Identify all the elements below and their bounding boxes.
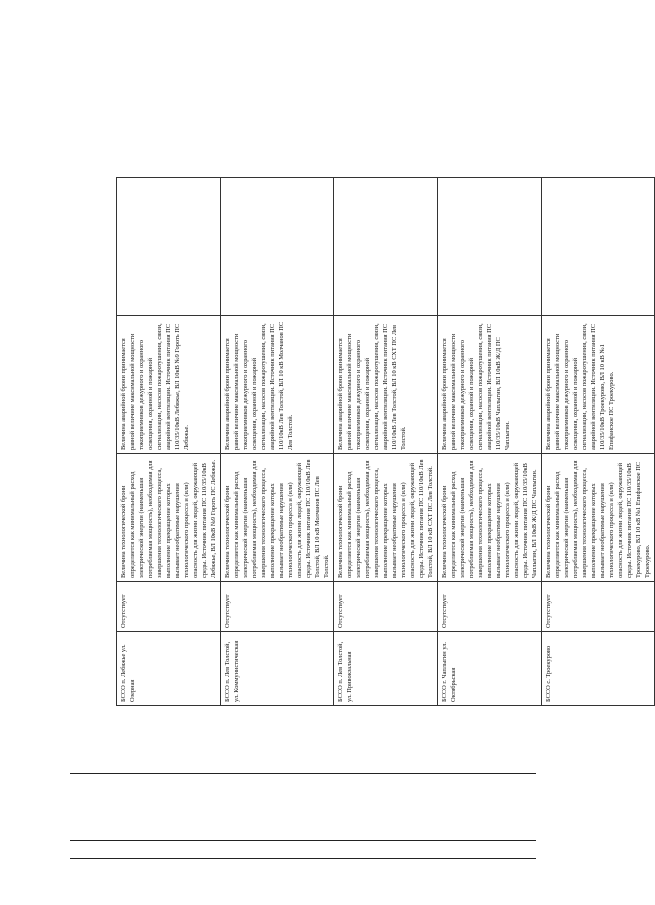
status-cell: Отсутствует [334,582,438,632]
divider-line [70,858,536,859]
status-cell: Отсутствует [221,582,334,632]
extra-cell [221,178,334,316]
emergency-reserve-cell: Величина аварийной брони принимается равной величине максимальной мощности токоприемников дежурного и охранного освещения, охранной и пожарной сигнализации, насосов пожаротушения, связи, аварийной вентиляции. Источник питания ПС 110/10кВ Лев Толстой, ВЛ 10 кВ СХТ ПС Лев Толстой. [334,316,438,454]
object-cell: БССО п. Лев Толстой, ул. Коммунистическая [221,632,334,706]
reserve-table [116,177,655,706]
emergency-reserve-cell: Величина аварийной брони принимается равной величине максимальной мощности токоприемников дежурного и охранного освещения, охранной и пожарной сигнализации, насосов пожаротушения, связи, аварийной вентиляции. Источник питания ПС 110/10кВ Лев Толстой, ВЛ 10 кВ Молчанов ПС Лев Толстой. [221,316,334,454]
table-row [221,178,334,706]
table-row [542,178,655,706]
table-row [117,178,221,706]
table-row [438,178,542,706]
tech-reserve-cell: Величина технологической брони определяется как минимальный расход электрической энергии (наименьшая потребляемая мощность), необходимая для завершения технологического процесса, выполнение прекращение которых вызывает необратимые нарушения технологического процесса и (или) опасность для жизни людей, окружающей среды. Источник питания ПС 110/35/10кВ Чаплыгин, ВЛ 10кВ Ж/Д ПС Чаплыгин. [438,454,542,582]
table-row [334,178,438,706]
emergency-reserve-cell: Величина аварийной брони принимается равной величине максимальной мощности токоприемников дежурного и охранного освещения, охранной и пожарной сигнализации, насосов пожаротушения, связи, аварийной вентиляции. Источник питания ПС 110/35/10кВ Чаплыгин, ВЛ 10кВ Ж/Д ПС Чаплыгин. [438,316,542,454]
extra-cell [117,178,221,316]
rotated-table-region [116,178,651,706]
extra-cell [542,178,655,316]
object-cell: БССО г. Чаплыгин ул. Октябрьская [438,632,542,706]
tech-reserve-cell: Величина технологической брони определяется как минимальный расход электрической энергии (наименьшая потребляемая мощность), необходимая для завершения технологического процесса, выполнение прекращение которых вызывает необратимые нарушения технологического процесса и (или) опасность для жизни людей, окружающей среды. Источник питания ПС 110/10кВ Лев Толстой, ВЛ 10 кВ Молчанов ПС Лев Толстой. [221,454,334,582]
tech-reserve-cell: Величина технологической брони определяется как минимальный расход электрической энергии (наименьшая потребляемая мощность), необходимая для завершения технологического процесса, выполнение прекращение которых вызывает необратимые нарушения технологического процесса и (или) опасность для жизни людей, окружающей среды. Источник питания ПС 110/35/10кВ Лебяжье, ВЛ 10кВ №9 Гороть ПС Лебяжье. [117,454,221,582]
divider-line [70,773,536,774]
tech-reserve-cell: Величина технологической брони определяется как минимальный расход электрической энергии (наименьшая потребляемая мощность), необходимая для завершения технологического процесса, выполнение прекращение которых вызывает необратимые нарушения технологического процесса и (или) опасность для жизни людей, окружающей среды. Источник питания ПС 110/10кВ Лев Толстой, ВЛ 10 кВ СХТ ПС Лев Толстой. [334,454,438,582]
object-cell: БССО п. Лебяжье ул. Озерная [117,632,221,706]
object-cell: БССО с. Троекурово [542,632,655,706]
status-cell: Отсутствует [438,582,542,632]
tech-reserve-cell: Величина технологической брони определяется как минимальный расход электрической энергии (наименьшая потребляемая мощность), необходимая для завершения технологического процесса, выполнение прекращение которых вызывает необратимые нарушения технологического процесса и (или) опасность для жизни людей, окружающей среды. Источник питания ПС 110/35/10кВ Троекурово, ВЛ 10 кВ №1 Епифанское ПС Троекурово. [542,454,655,582]
object-cell: БССО п. Лев Толстой, ул. Привокзальная [334,632,438,706]
status-cell: Отсутствует [117,582,221,632]
extra-cell [334,178,438,316]
emergency-reserve-cell: Величина аварийной брони принимается равной величине максимальной мощности токоприемников дежурного и охранного освещения, охранной и пожарной сигнализации, насосов пожаротушения, связи, аварийной вентиляции. Источник питания ПС 110/35/10кВ Троекурово, ВЛ 10 кВ №1 Епифанское ПС Троекурово. [542,316,655,454]
emergency-reserve-cell: Величина аварийной брони принимается равной величине максимальной мощности токоприемников дежурного и охранного освещения, охранной и пожарной сигнализации, насосов пожаротушения, связи, аварийной вентиляции. Источник питания ПС 110/35/10кВ Лебяжье, ВЛ 10кВ №9 Гороть ПС Лебяжье. [117,316,221,454]
extra-cell [438,178,542,316]
status-cell: Отсутствует [542,582,655,632]
divider-line [70,840,536,841]
rotated-table-container [116,178,651,706]
